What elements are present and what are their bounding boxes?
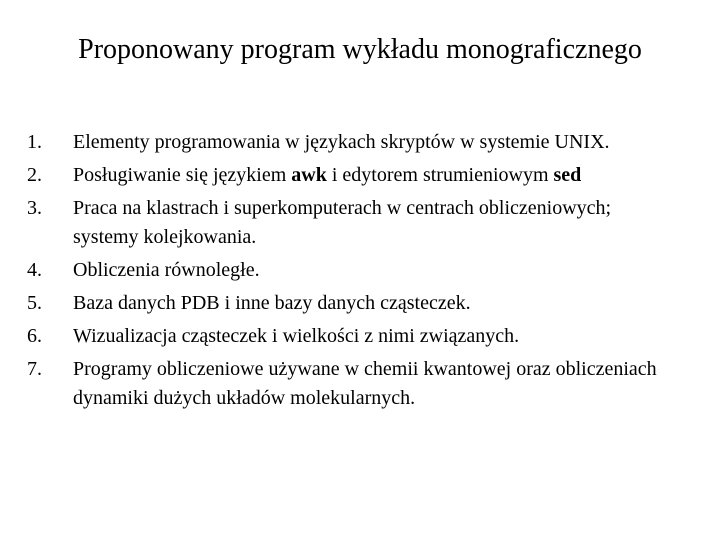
- list-item: [0, 194, 720, 252]
- list-item-text: [73, 164, 581, 186]
- list-item-text: Elementy programowania w językach skryptów w systemie UNIX.: [73, 131, 610, 153]
- list-item: [0, 256, 720, 285]
- sed-keyword: sed: [553, 164, 582, 186]
- list-item-number: 3.: [27, 197, 42, 219]
- list-item: [0, 355, 720, 413]
- list-item-number: 4.: [27, 259, 42, 281]
- awk-keyword: awk: [291, 164, 327, 186]
- list-item: [0, 289, 720, 318]
- list-item-text: Wizualizacja cząsteczek i wielkości z nimi związanych.: [73, 325, 520, 347]
- list-item-text-part: i edytorem strumieniowym: [326, 164, 554, 186]
- list-item-text: Baza danych PDB i inne bazy danych cząsteczek.: [73, 292, 471, 314]
- topic-list: [0, 128, 720, 417]
- slide-title: Proponowany program wykładu monograficznego: [78, 34, 642, 65]
- list-item-text: Obliczenia równoległe.: [73, 259, 260, 281]
- list-item: [0, 128, 720, 157]
- list-item-number: 6.: [27, 325, 42, 347]
- list-item-text: Praca na klastrach i superkomputerach w centrach obliczeniowych; systemy kolejkowania.: [73, 197, 612, 248]
- list-item: [0, 161, 720, 190]
- list-item-text-part: Posługiwanie się językiem: [73, 164, 292, 186]
- list-item-number: 2.: [27, 164, 42, 186]
- list-item-number: 1.: [27, 131, 42, 153]
- list-item-number: 5.: [27, 292, 42, 314]
- list-item: [0, 322, 720, 351]
- list-item-text: Programy obliczeniowe używane w chemii kwantowej oraz obliczeniach dynamiki dużych układów molekularnych.: [73, 358, 657, 409]
- list-item-number: 7.: [27, 358, 42, 380]
